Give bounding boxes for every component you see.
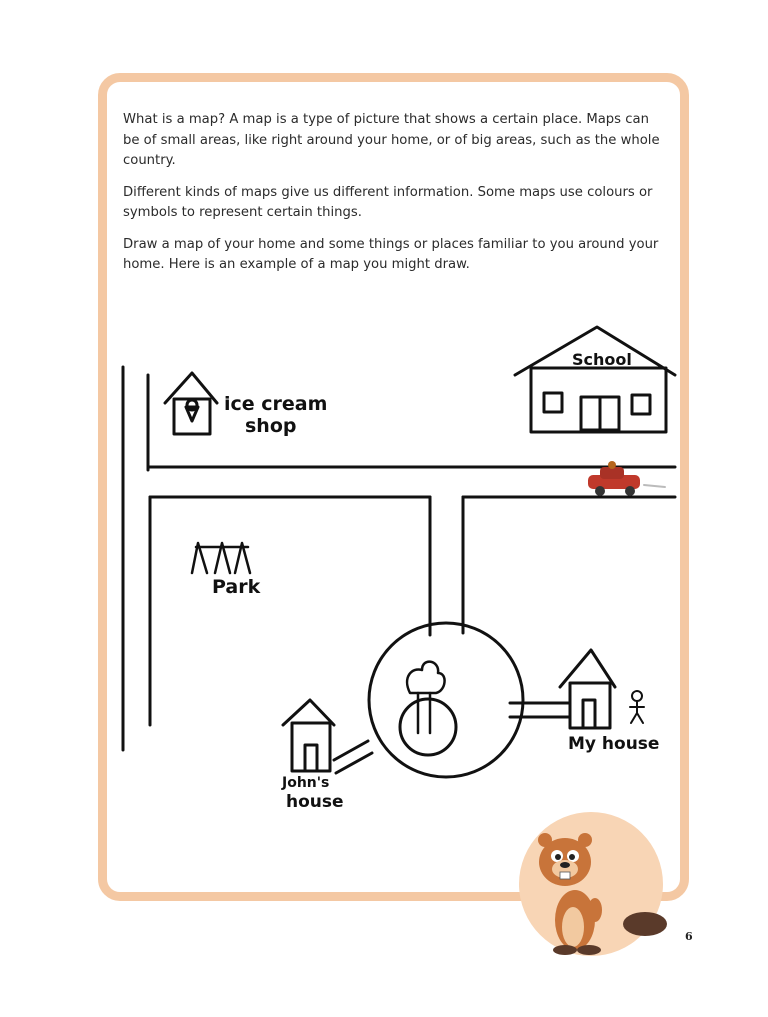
ice-cream-shop-icon — [165, 373, 217, 434]
intro-paragraph-3: Draw a map of your home and some things or places familiar to you around your home. Here is an example of a map you might draw. — [123, 236, 659, 272]
johns-house-label-1: John's — [282, 775, 330, 791]
ice-cream-label-2: shop — [245, 415, 297, 437]
park-label: Park — [212, 576, 261, 598]
my-house-label: My house — [568, 734, 660, 754]
ice-cream-label-1: ice cream — [224, 393, 328, 415]
intro-paragraph-1: What is a map? A map is a type of picture that shows a certain place. Maps can be of small areas, like right around your home, or of big areas, such as the whole country. — [123, 112, 660, 168]
school-building-icon — [515, 327, 675, 432]
house-icon — [283, 700, 334, 771]
page-number: 6 — [685, 930, 693, 943]
school-label: School — [572, 350, 632, 369]
example-map-drawing — [110, 315, 685, 815]
intro-text — [123, 110, 663, 287]
stick-figure-icon — [630, 691, 644, 723]
park-swings-icon — [192, 543, 250, 573]
johns-house-label-2: house — [286, 792, 344, 812]
intro-paragraph-2: Different kinds of maps give us different information. Some maps use colours or symbols to represent certain things. — [123, 184, 653, 220]
beaver-mascot-icon — [505, 812, 677, 957]
tree-icon — [407, 662, 444, 733]
